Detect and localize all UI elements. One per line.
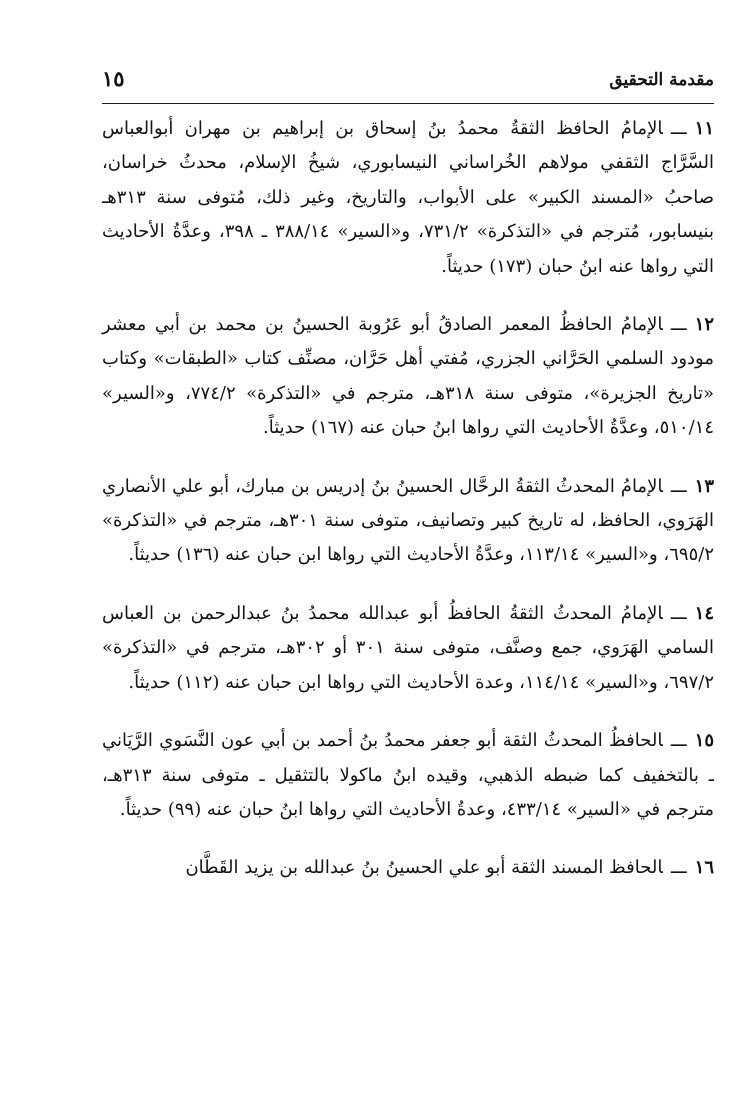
running-head-title: مقدمة التحقيق [609, 70, 714, 90]
entry-text: الإمامُ الحافظُ المعمر الصادقُ أبو عَرُوبة الحسينُ بن محمد بن أبي معشر مودود السلمي الحَرَّاني الجزري، مُفتي أهل حَرَّان، مصنِّف كتاب «الطبقات» وكتاب «تاريخ الجزيرة»، متوفى سنة ٣١٨هـ، مترجم في «التذكرة» ٧٧٤/٢، و«السير» ٥١٠/١٤، وعدَّةُ الأحاديث التي رواها ابنُ حبان عنه (١٦٧) حديثاً. [102, 314, 714, 439]
entry-text: الحافظ المسند الثقة أبو علي الحسينُ بنُ عبدالله بن يزيد القَطَّان [185, 857, 663, 879]
biography-entry-11 [102, 112, 714, 284]
entry-dash: ـــ [670, 475, 687, 497]
entry-dash: ـــ [670, 118, 687, 139]
page-number: ١٥ [102, 66, 125, 91]
biography-entry-14 [102, 597, 714, 700]
entry-number: ١٤ [694, 602, 714, 624]
entry-number: ١٣ [694, 475, 714, 497]
biography-entry-16 [102, 851, 714, 885]
entry-number: ١٥ [694, 730, 714, 752]
biography-entry-13 [102, 470, 714, 573]
biography-entry-12 [102, 308, 714, 446]
entry-number: ١٢ [694, 314, 714, 336]
running-head [102, 60, 714, 96]
entry-dash: ـــ [670, 314, 687, 336]
entry-text: الإمامُ المحدثُ الثقةُ الحافظُ أبو عبدالله محمدُ بنُ عبدالرحمن بن العباس السامي الهَرَوي، جمع وصنَّف، متوفى سنة ٣٠١ أو ٣٠٢هـ، مترجم في «التذكرة» ٦٩٧/٢، و«السير» ١١٤/١٤، وعدة الأحاديث التي رواها ابن حبان عنه (١١٢) حديثاً. [102, 602, 715, 693]
entry-dash: ـــ [670, 857, 687, 879]
entry-dash: ـــ [670, 730, 687, 752]
entry-dash: ـــ [670, 602, 687, 624]
entry-text: الحافظُ المحدثُ الثقة أبو جعفر محمدُ بنُ أحمد بن أبي عون النَّسَوي الرَّيَاني ـ بالتخفيف كما ضبطه الذهبي، وقيده ابنُ ماكولا بالتثقيل ـ متوفى سنة ٣١٣هـ، مترجم في «السير» ٤٣٣/١٤، وعدةُ الأحاديث التي رواها ابنُ حبان عنه (٩٩) حديثاً. [102, 730, 714, 820]
entry-number: ١٦ [694, 857, 714, 879]
biography-entry-15 [102, 724, 714, 827]
entry-text: الإمامُ المحدثُ الثقةُ الرحَّال الحسينُ بنُ إدريس بن مبارك، أبو علي الأنصاري الهَرَوي، الحافظ، له تاريخ كبير وتصانيف، متوفى سنة ٣٠١هـ، مترجم في «التذكرة» ٦٩٥/٢، و«السير» ١١٣/١٤، وعدَّةُ الأحاديث التي رواها ابن حبان عنه (١٣٦) حديثاً. [102, 475, 714, 566]
body-text [102, 112, 714, 886]
header-rule [102, 103, 714, 104]
entry-text: الإمامُ الحافظ الثقةُ محمدُ بنُ إسحاق بن إبراهيم بن مهران أبوالعباس السَّرَّاج الثقفي مولاهم الخُراساني النيسابوري، شيخُ الإسلام، محدثُ خراسان، صاحبُ «المسند الكبير» على الأبواب، والتاريخ، وغير ذلك، مُتوفى سنة ٣١٣هـ بنيسابور، مُترجم في «التذكرة» ٧٣١/٢، و«السير» ٣٨٨/١٤ ـ ٣٩٨، وعدَّةُ الأحاديث التي رواها عنه ابنُ حبان (١٧٣) حديثاً. [102, 118, 715, 277]
entry-number: ١١ [694, 118, 714, 139]
